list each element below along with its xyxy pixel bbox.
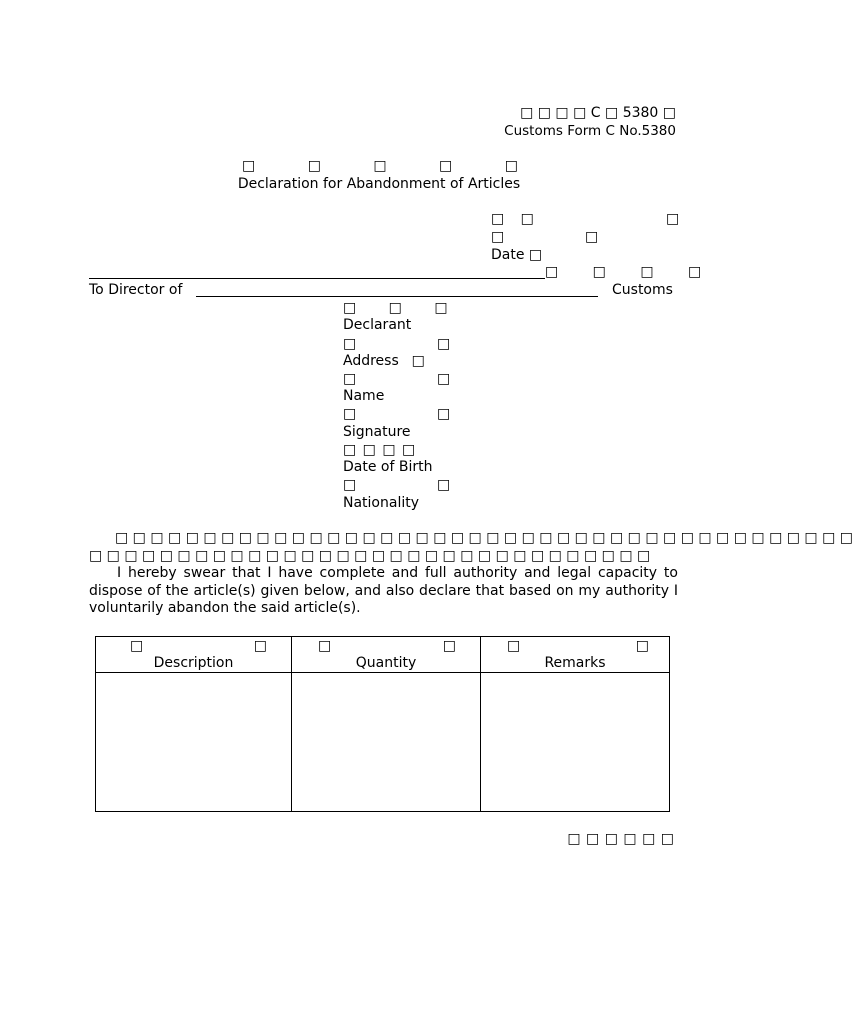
date-zh-a: □ □ — [491, 211, 534, 227]
addressee-suffix: Customs — [612, 282, 673, 298]
quantity-cell[interactable] — [292, 673, 481, 812]
column-header-quantity — [292, 637, 481, 673]
column-header-remarks — [481, 637, 670, 673]
column-label: Description — [153, 655, 234, 671]
customs-office-line[interactable] — [196, 296, 598, 297]
dob-label: Date of Birth — [343, 459, 433, 475]
column-zh-b: □ — [442, 638, 456, 654]
title-en: Declaration for Abandonment of Articles — [237, 176, 521, 192]
column-zh-a: □ — [130, 638, 144, 654]
date-label-en: Date — [491, 247, 525, 263]
nationality-zh-a: □ — [343, 477, 357, 493]
signature-zh-a: □ — [343, 406, 357, 422]
dob-zh: □ □ □ □ — [343, 442, 416, 458]
statement-zh-line2: □ □ □ □ □ □ □ □ □ □ □ □ □ □ □ □ □ □ □ □ □ □ □ □ □ □ □ □ □ □ □ □ — [89, 548, 651, 564]
column-label: Quantity — [355, 655, 417, 671]
signature-zh-b: □ — [437, 406, 451, 422]
table-row — [96, 673, 670, 812]
name-zh-b: □ — [437, 371, 451, 387]
date-label — [491, 247, 542, 264]
address-zh-b: □ — [437, 336, 451, 352]
form-number-en: Customs Form C No.5380 — [504, 123, 676, 139]
column-zh-b: □ — [635, 638, 649, 654]
addressee-prefix: To Director of — [89, 282, 183, 298]
addressee-zh: □ □ □ □ — [545, 264, 702, 280]
nationality-zh-b: □ — [437, 477, 451, 493]
articles-table — [95, 636, 670, 812]
column-header-description — [96, 637, 292, 673]
date-zh-c: □ — [491, 229, 505, 245]
footer-zh: □ □ □ □ □ □ — [567, 831, 674, 847]
declarant-label: Declarant — [343, 317, 412, 333]
column-zh-b: □ — [253, 638, 267, 654]
description-cell[interactable] — [96, 673, 292, 812]
column-zh-a: □ — [318, 638, 332, 654]
table-header-row — [96, 637, 670, 673]
signature-label: Signature — [343, 424, 411, 440]
name-label: Name — [343, 388, 385, 404]
column-zh-a: □ — [507, 638, 521, 654]
date-label-suffix: □ — [528, 247, 543, 263]
nationality-label: Nationality — [343, 495, 420, 511]
address-label-suffix: □ — [411, 353, 425, 369]
date-zh-b: □ — [666, 211, 680, 227]
form-number-zh: □ □ □ □ C □ 5380 □ — [520, 105, 676, 121]
remarks-cell[interactable] — [481, 673, 670, 812]
name-zh-a: □ — [343, 371, 357, 387]
address-zh-a: □ — [343, 336, 357, 352]
statement-zh-line1: □ □ □ □ □ □ □ □ □ □ □ □ □ □ □ □ □ □ □ □ □ □ □ □ □ □ □ □ □ □ □ □ □ □ □ □ □ □ □ □ □ □ — [115, 530, 853, 546]
top-rule — [89, 278, 545, 279]
address-label — [343, 353, 425, 370]
address-label-en: Address — [343, 353, 399, 369]
title-zh: □ □ □ □ □ — [242, 158, 518, 174]
column-label: Remarks — [544, 655, 606, 671]
declarant-zh: □ □ □ — [343, 300, 448, 316]
date-zh-d: □ — [585, 229, 599, 245]
statement-en: I hereby swear that I have complete and full authority and legal capacity to dispose of the article(s) given below, and also declare that based on my authority I voluntarily abandon the said article(s). — [89, 565, 678, 616]
